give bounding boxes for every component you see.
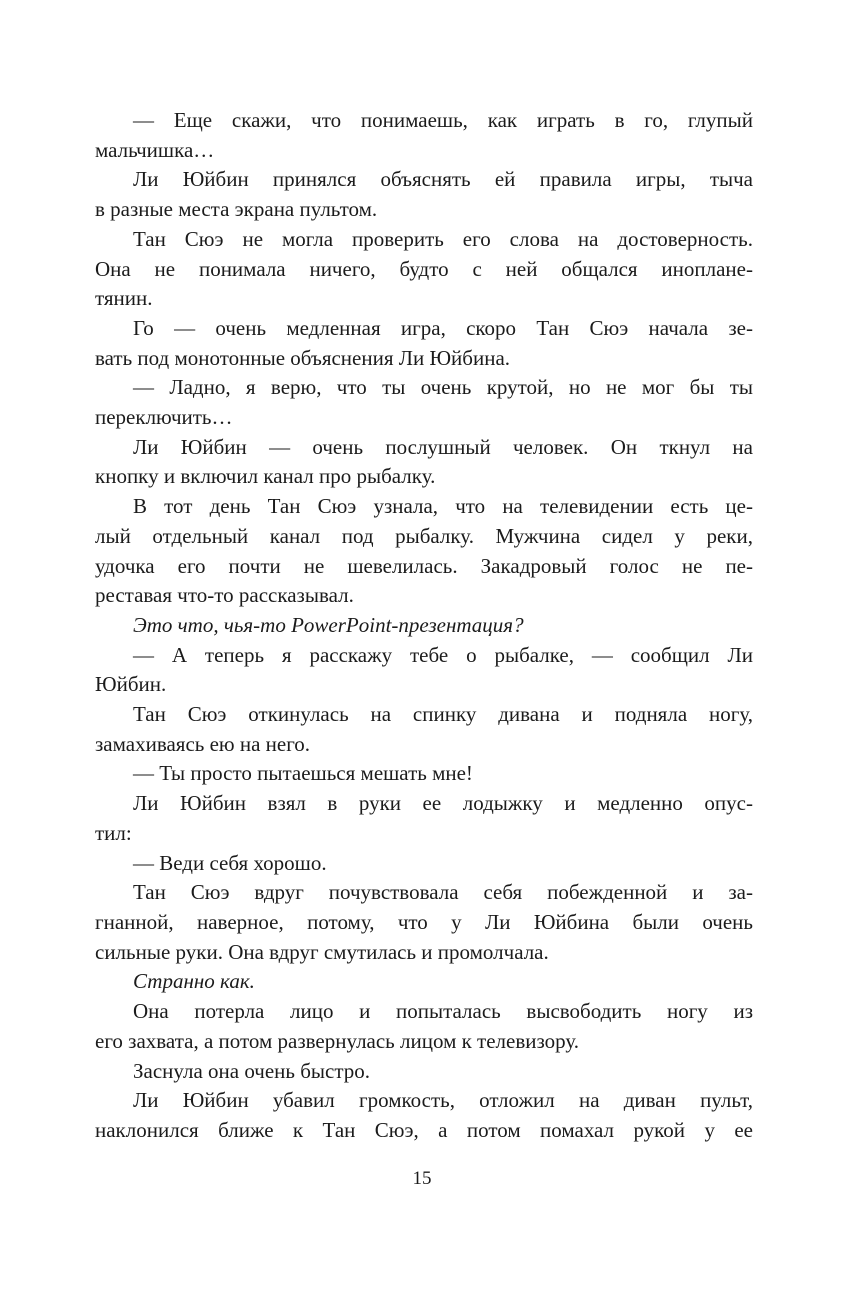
text-line: в разные места экрана пультом. xyxy=(95,197,378,222)
text-line: гнанной, наверное, потому, что у Ли Юйбина были очень xyxy=(95,909,753,934)
text-line: — Веди себя хорошо. xyxy=(133,850,327,875)
text-line: его захвата, а потом развернулась лицом к телевизору. xyxy=(95,1028,580,1053)
paragraph xyxy=(95,997,753,1056)
text-line: тянин. xyxy=(95,286,153,311)
text-line: Ли Юйбин взял в руки ее лодыжку и медленно опус- xyxy=(133,791,753,816)
paragraph xyxy=(95,849,753,879)
text-line: Она не понимала ничего, будто с ней общался иноплане- xyxy=(95,256,753,281)
text-line: тил: xyxy=(95,820,132,845)
paragraph xyxy=(95,106,753,165)
paragraph xyxy=(95,492,753,611)
text-line: Го — очень медленная игра, скоро Тан Сюэ начала зе- xyxy=(133,315,753,340)
text-line: Заснула она очень быстро. xyxy=(133,1058,371,1083)
paragraph xyxy=(95,878,753,967)
text-line: Ли Юйбин — очень послушный человек. Он ткнул на xyxy=(133,434,753,459)
paragraph xyxy=(95,225,753,314)
text-line: Ли Юйбин принялся объяснять ей правила игры, тыча xyxy=(133,167,753,192)
text-line: Юйбин. xyxy=(95,672,167,697)
text-line: переключить… xyxy=(95,405,233,430)
paragraph xyxy=(95,967,753,997)
text-line: — Ты просто пытаешься мешать мне! xyxy=(133,761,473,786)
text-block xyxy=(95,106,753,1146)
text-line: сильные руки. Она вдруг смутилась и промолчала. xyxy=(95,939,549,964)
text-line: вать под монотонные объяснения Ли Юйбина. xyxy=(95,345,511,370)
paragraph xyxy=(95,641,753,700)
text-line: удочка его почти не шевелилась. Закадровый голос не пе- xyxy=(95,553,753,578)
paragraph xyxy=(95,373,753,432)
text-line: — А теперь я расскажу тебе о рыбалке, — сообщил Ли xyxy=(133,642,753,667)
text-line: Тан Сюэ не могла проверить его слова на достоверность. xyxy=(133,226,753,251)
text-line: Это что, чья-то PowerPoint-презентация? xyxy=(133,612,524,637)
paragraph xyxy=(95,700,753,759)
text-line: — Ладно, я верю, что ты очень крутой, но не мог бы ты xyxy=(133,375,753,400)
paragraph xyxy=(95,1057,753,1087)
paragraph xyxy=(95,433,753,492)
text-line: Ли Юйбин убавил громкость, отложил на диван пульт, xyxy=(133,1088,753,1113)
paragraph xyxy=(95,611,753,641)
text-line: лый отдельный канал под рыбалку. Мужчина сидел у реки, xyxy=(95,523,753,548)
text-line: — Еще скажи, что понимаешь, как играть в го, глупый xyxy=(133,108,753,132)
text-line: Странно как. xyxy=(133,969,255,994)
text-line: В тот день Тан Сюэ узнала, что на телевидении есть це- xyxy=(133,494,753,519)
paragraph xyxy=(95,314,753,373)
paragraph xyxy=(95,789,753,848)
paragraph xyxy=(95,165,753,224)
text-line: Тан Сюэ откинулась на спинку дивана и подняла ногу, xyxy=(133,702,753,727)
text-line: мальчишка… xyxy=(95,137,215,162)
text-line: Она потерла лицо и попыталась высвободить ногу из xyxy=(133,999,753,1024)
paragraph xyxy=(95,759,753,789)
text-line: реставая что-то рассказывал. xyxy=(95,583,354,608)
page-number: 15 xyxy=(412,1168,432,1189)
text-line: кнопку и включил канал про рыбалку. xyxy=(95,464,436,489)
paragraph xyxy=(95,1086,753,1145)
text-line: Тан Сюэ вдруг почувствовала себя побежденной и за- xyxy=(133,880,753,905)
text-line: замахиваясь ею на него. xyxy=(95,731,311,756)
text-line: наклонился ближе к Тан Сюэ, а потом помахал рукой у ее xyxy=(95,1117,753,1142)
